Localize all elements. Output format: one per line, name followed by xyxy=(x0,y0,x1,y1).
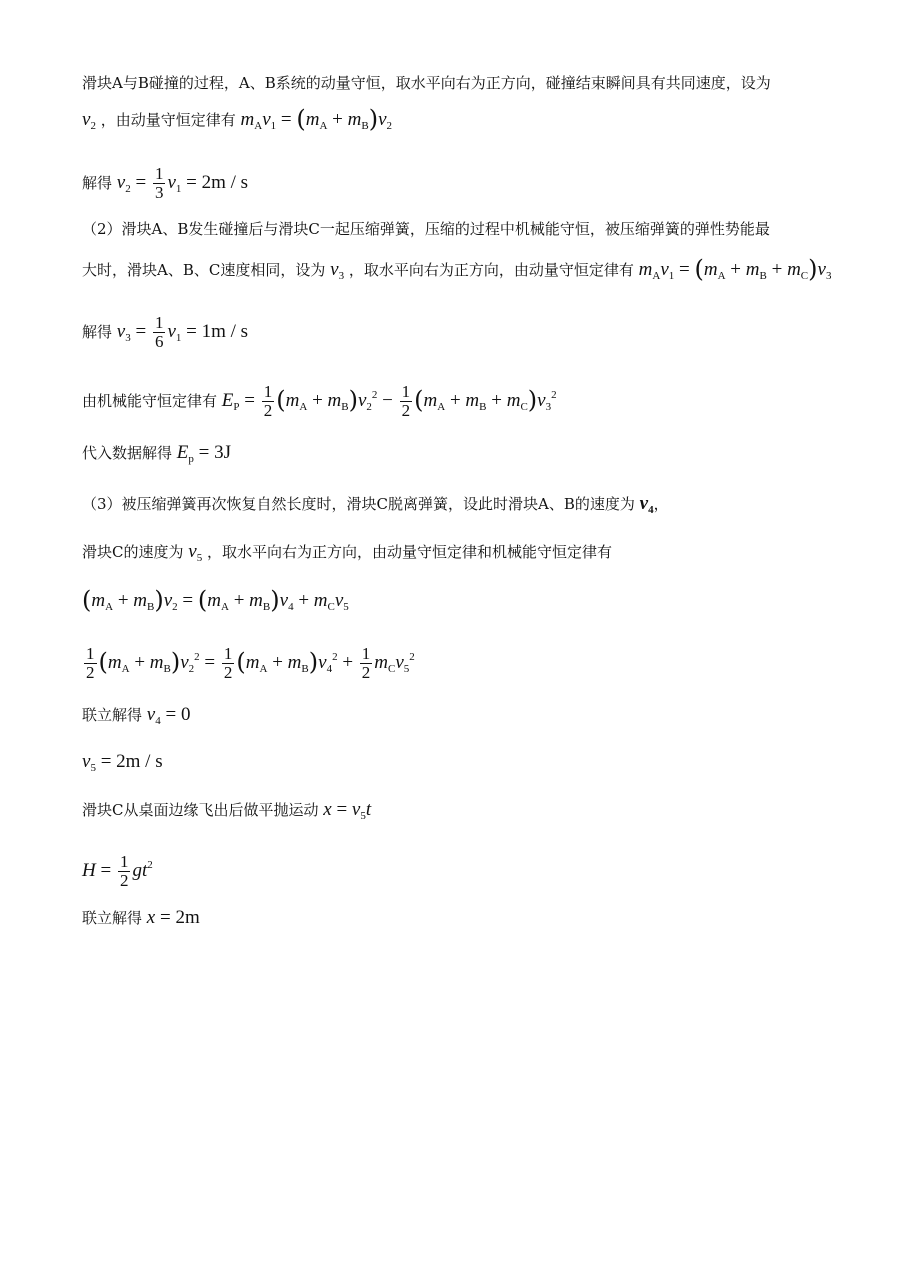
text-line-16 xyxy=(82,853,830,890)
text-line-5 xyxy=(82,256,830,283)
momentum-equation-2: $m_Av_1 = (m_A + m_B + m_C)v_3$ xyxy=(638,255,832,283)
solution-ep: $E_p = 3J$ xyxy=(176,442,232,465)
solve-label-v3: 解得 xyxy=(82,322,113,341)
text-line-14 xyxy=(82,749,830,775)
value-v2: 2m / s xyxy=(201,171,249,193)
solution-x: x = 2m xyxy=(146,907,200,928)
solve-label-v4: 联立解得 xyxy=(82,706,143,724)
energy-equation-1: $E_P$ = $\frac{1}{2}$ $(m_A + m_B)v_2^2$ − $\frac{1}{2}$ $(m_A + m_B + m_C)v_3^2$ xyxy=(221,382,557,420)
text-line-15 xyxy=(82,797,830,823)
value-v4: 0 xyxy=(180,704,191,725)
momentum-equation-1: $m_Av_1 = (m_A + m_B)v_2$ xyxy=(240,105,393,133)
text-line-8 xyxy=(82,440,830,466)
part3-laws-text: ，取水平向右为正方向，由动量守恒定律和机械能守恒定律有 xyxy=(206,543,612,561)
text-line-11 xyxy=(82,587,830,614)
symbol-v3: $v_3$ xyxy=(330,259,345,282)
projectile-equation-x: $x = v_5t$ xyxy=(323,799,372,822)
intro-text: 滑块A与B碰撞的过程，A、B系统的动量守恒，取水平向右为正方向，碰撞结束瞬间具有共同速度，设为 xyxy=(82,74,771,92)
energy-equation-2: $\frac{1}{2}$ $(m_A + m_B)v_2^2$ = $\frac{1}{2}$ $(m_A + m_B)v_4^2$ + $\frac{1}{2}$ $m_Cv_5^2$ xyxy=(86,644,415,682)
part2-text: （2）滑块A、B发生碰撞后与滑块C一起压缩弹簧，压缩的过程中机械能守恒，被压缩弹簧的弹性势能最 xyxy=(82,220,770,238)
text-line-13 xyxy=(82,702,830,728)
symbol-v5: $v_5$ xyxy=(188,541,203,564)
text-line-1 xyxy=(82,70,830,96)
projectile-equation-h: H = $\frac{1}{2}$ $gt^2$ xyxy=(82,852,153,890)
value-v5: 2m / s xyxy=(116,751,163,772)
text-line-7 xyxy=(82,383,830,420)
value-ep: 3J xyxy=(214,442,232,463)
text-line-17 xyxy=(82,905,830,931)
symbol-v4: $v_4$ xyxy=(639,493,654,516)
solve-label-v2: 解得 xyxy=(82,173,113,192)
substitute-text: 代入数据解得 xyxy=(82,444,173,462)
solution-v4: $v_4 = 0$ xyxy=(146,704,191,727)
text-line-9 xyxy=(82,491,830,517)
projectile-text: 滑块C从桌面边缘飞出后做平抛运动 xyxy=(82,801,319,819)
part2-continued-text: 大时，滑块A、B、C速度相同，设为 xyxy=(82,261,326,279)
solution-v3: $v_3$ = $\frac{1}{6}$ $v_1 = 1m / s$ xyxy=(116,313,249,351)
value-x: 2m xyxy=(175,907,200,928)
text-line-4 xyxy=(82,216,830,242)
text-line-3 xyxy=(82,165,830,202)
value-v3: 1m / s xyxy=(201,320,249,342)
text-line-12 xyxy=(82,645,830,682)
text-line-2 xyxy=(82,106,830,133)
part3-c-speed-text: 滑块C的速度为 xyxy=(82,543,184,561)
part3-text: （3）被压缩弹簧再次恢复自然长度时，滑块C脱离弹簧，设此时滑块A、B的速度为 xyxy=(82,495,635,513)
solution-v5: $v_5 = 2m / s$ xyxy=(82,751,163,774)
solve-label-x: 联立解得 xyxy=(82,909,143,927)
momentum-text: ，由动量守恒定律有 xyxy=(100,111,236,129)
text-line-6 xyxy=(82,314,830,351)
solution-v2: $v_2$ = $\frac{1}{3}$ $v_1 = 2m / s$ xyxy=(116,164,249,202)
symbol-v2: $v_2$ xyxy=(82,109,96,132)
comma: ， xyxy=(653,495,669,513)
text-line-10 xyxy=(82,539,830,565)
energy-text: 由机械能守恒定律有 xyxy=(82,391,218,410)
momentum-equation-3: $(m_A + m_B)v_2 = (m_A + m_B)v_4 + m_Cv_5$ xyxy=(82,586,349,614)
part2-momentum-text: ，取水平向右为正方向，由动量守恒定律有 xyxy=(348,261,634,279)
